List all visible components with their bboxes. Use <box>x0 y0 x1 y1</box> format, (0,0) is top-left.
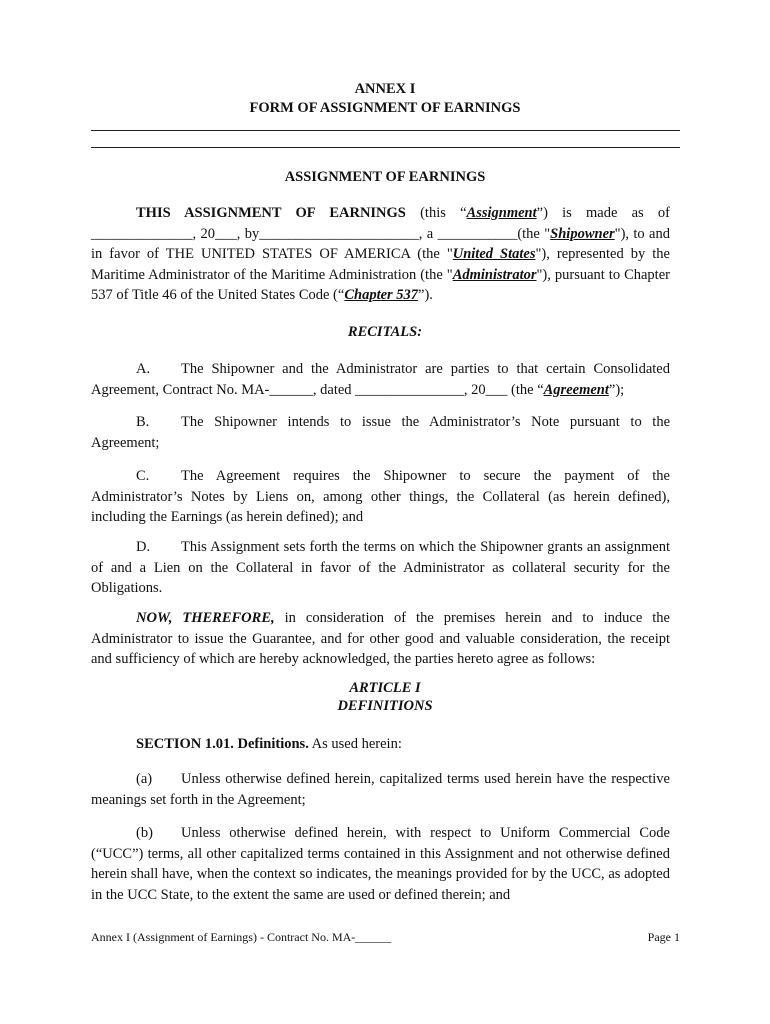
recital-b-text: The Shipowner intends to issue the Administrator’s Note pursuant to the Agreement; <box>91 414 670 451</box>
intro-text-1: (this “ <box>405 205 467 221</box>
intro-text-4: "), represented by the Maritime Administrator of the Maritime Administration (the " <box>91 246 670 283</box>
recital-a-text: The Shipowner and the Administrator are parties to that certain Consolidated Agreement, Contract No. MA-______, dated _______________, 20___ (the “ <box>91 361 670 398</box>
clause-a-text: Unless otherwise defined herein, capitalized terms used herein have the respective meanings set forth in the Agreement; <box>91 771 670 808</box>
clause-b <box>91 823 670 905</box>
now-therefore-lead: NOW, THEREFORE, <box>136 610 275 626</box>
second-rule <box>91 147 680 148</box>
clause-a <box>91 769 670 810</box>
recitals-heading: RECITALS: <box>347 324 423 340</box>
section-1-01-text: As used herein: <box>308 736 402 752</box>
defined-term-agreement: Agreement <box>543 381 609 398</box>
intro-paragraph <box>91 203 670 306</box>
defined-term-administrator: Administrator <box>452 266 537 283</box>
now-therefore-paragraph <box>91 608 670 670</box>
recital-d-label: D. <box>136 539 151 555</box>
intro-text-6: ”). <box>418 287 433 303</box>
defined-term-chapter: Chapter 537 <box>344 287 419 303</box>
form-title: FORM OF ASSIGNMENT OF EARNINGS <box>249 100 521 116</box>
section-1-01 <box>91 734 670 755</box>
defined-term-assignment: Assignment <box>466 205 537 221</box>
article-number: ARTICLE I <box>349 680 421 696</box>
defined-term-shipowner: Shipowner <box>550 225 615 242</box>
recital-a-tail: ”); <box>608 381 625 398</box>
clause-a-label: (a) <box>136 771 153 787</box>
annex-heading: ANNEX I <box>354 81 416 97</box>
defined-term-united-states: United States <box>452 246 536 262</box>
document-title: ASSIGNMENT OF EARNINGS <box>284 169 486 185</box>
intro-lead: THIS ASSIGNMENT OF EARNINGS <box>136 205 406 221</box>
recital-b <box>91 412 670 453</box>
recital-c-label: C. <box>136 468 150 484</box>
clause-b-label: (b) <box>136 825 153 841</box>
clause-b-text: Unless otherwise defined herein, with respect to Uniform Commercial Code (“UCC”) terms, all other capitalized terms contained in this Assignment and not otherwise defined herein shall have, when the context so indicates, the meanings provided for by the UCC, as adopted in the UCC State, to the extent the same are used or defined therein; and <box>91 825 670 903</box>
intro-text-2: ”) is made as of ______________, 20___, by______________________, a ___________(the " <box>91 205 670 242</box>
footer-left: Annex I (Assignment of Earnings) - Contract No. MA-______ <box>91 930 392 944</box>
section-1-01-heading: SECTION 1.01. Definitions. <box>136 736 309 752</box>
now-therefore-text: in consideration of the premises herein and to induce the Administrator to issue the Guarantee, and for other good and valuable consideration, the receipt and sufficiency of which are hereby acknowledged, the parties hereto agree as follows: <box>91 610 670 667</box>
page-number: Page 1 <box>647 930 680 944</box>
recital-b-label: B. <box>136 414 150 430</box>
top-rule <box>91 130 680 131</box>
recital-c-text: The Agreement requires the Shipowner to secure the payment of the Administrator’s Notes by Liens on, among other things, the Collateral (as herein defined), including the Earnings (as herein defined); and <box>91 468 670 525</box>
intro-text-5: "), pursuant to Chapter 537 of Title 46 of the United States Code (“ <box>91 266 670 303</box>
intro-text-3: "), to and in favor of THE UNITED STATES OF AMERICA (the " <box>91 225 670 262</box>
recital-d <box>91 537 670 599</box>
recital-d-text: This Assignment sets forth the terms on which the Shipowner grants an assignment of and a Lien on the Collateral in favor of the Administrator as collateral security for the Obligations. <box>91 539 670 596</box>
article-title: DEFINITIONS <box>337 698 433 714</box>
recital-c <box>91 466 670 528</box>
recital-a-label: A. <box>136 361 151 377</box>
recital-a <box>91 359 670 400</box>
